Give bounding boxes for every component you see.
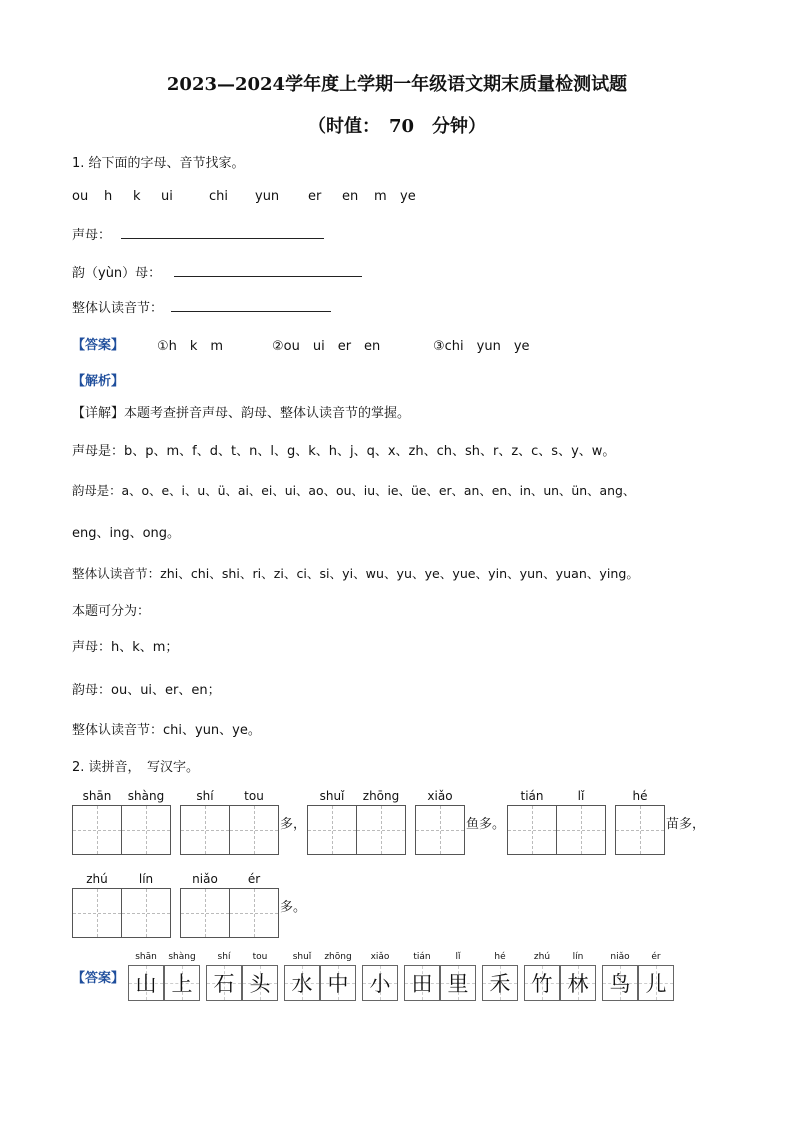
sentence-tail: 多， <box>280 817 307 832</box>
detail-line <box>72 402 410 421</box>
answer-pinyin: tián <box>413 952 431 962</box>
pinyin-label: tián <box>520 789 544 803</box>
sentence-tail: 多。 <box>280 900 307 915</box>
answer-box <box>128 965 164 1001</box>
sentence-tail: 苗多， <box>666 817 706 832</box>
answer-pinyin: tou <box>252 952 268 962</box>
pinyin-label: shí <box>196 789 214 803</box>
answer-pinyin: ér <box>651 952 661 962</box>
q1-item: ou <box>72 189 89 204</box>
answer-box <box>284 965 320 1001</box>
answer-3: ③chi yun ye <box>433 339 530 354</box>
answer-character: 中 <box>327 972 349 996</box>
answer-character: 鸟 <box>609 972 631 996</box>
pinyin-label: shuǐ <box>319 789 345 803</box>
q1-item: h <box>104 189 113 204</box>
shengmu-blank[interactable] <box>121 238 324 239</box>
yunmu-list-2: eng、ing、ong。 <box>72 526 181 541</box>
writing-box[interactable] <box>229 888 279 938</box>
answer-pinyin: hé <box>494 952 506 962</box>
q1-item: k <box>133 189 141 204</box>
zhengti-list: 整体认读音节：zhi、chi、shi、ri、zi、ci、si、yi、wu、yu、ye、yue、yin、yun、yuan、ying。 <box>72 566 639 581</box>
pinyin-label: lǐ <box>577 789 585 803</box>
label-yunmu: 韵（yùn）母： <box>72 266 162 281</box>
answer-pinyin: zhōng <box>324 952 352 962</box>
q1-item: yun <box>255 189 280 204</box>
pinyin-label: ér <box>247 872 261 886</box>
answer-character: 里 <box>447 972 469 996</box>
writing-box[interactable] <box>229 805 279 855</box>
q1-question: 1. 给下面的字母、音节找家。 <box>72 156 245 171</box>
detail-text: 本题考查拼音声母、韵母、整体认读音节的掌握。 <box>124 406 411 421</box>
writing-box[interactable] <box>615 805 665 855</box>
answer-box <box>362 965 398 1001</box>
pinyin-label: xiǎo <box>427 789 453 803</box>
writing-box[interactable] <box>556 805 606 855</box>
writing-box[interactable] <box>356 805 406 855</box>
answer-box <box>164 965 200 1001</box>
answer-character: 竹 <box>531 972 553 996</box>
answer-character: 上 <box>171 972 193 996</box>
writing-box[interactable] <box>180 888 230 938</box>
detail-tag: 【详解】 <box>72 406 125 421</box>
answer-pinyin: shàng <box>168 952 196 962</box>
answer-pinyin: lín <box>572 952 584 962</box>
answer-character: 头 <box>249 972 271 996</box>
page-subtitle: （时值： 70 分钟） <box>307 116 487 137</box>
q2-answer-tag: 【答案】 <box>72 971 125 986</box>
pinyin-label: tou <box>244 789 264 803</box>
answer-pinyin: zhú <box>533 952 551 962</box>
answer-character: 石 <box>213 972 235 996</box>
writing-box[interactable] <box>415 805 465 855</box>
writing-box[interactable] <box>180 805 230 855</box>
answer-2: ②ou ui er en <box>272 339 381 354</box>
answer-box <box>206 965 242 1001</box>
writing-box[interactable] <box>307 805 357 855</box>
pinyin-label: shàng <box>127 789 165 803</box>
yunmu-blank[interactable] <box>174 276 362 277</box>
answer-pinyin: lǐ <box>455 952 461 962</box>
answer-pinyin: shí <box>217 952 231 962</box>
result-shengmu: 声母：h、k、m； <box>72 640 179 655</box>
page-title: 2023—2024学年度上学期一年级语文期末质量检测试题 <box>166 74 628 95</box>
q2-question: 2. 读拼音， 写汉字。 <box>72 760 200 775</box>
q1-item: ui <box>161 189 173 204</box>
pinyin-label: shān <box>82 789 112 803</box>
q1-item: chi <box>209 189 228 204</box>
label-shengmu: 声母： <box>72 228 112 243</box>
zhengti-blank[interactable] <box>171 311 331 312</box>
answer-box <box>602 965 638 1001</box>
result-zhengti: 整体认读音节：chi、yun、ye。 <box>72 723 261 738</box>
answer-box <box>482 965 518 1001</box>
sentence-tail: 鱼多。 <box>466 817 506 832</box>
q1-item: er <box>308 189 322 204</box>
writing-box[interactable] <box>72 805 122 855</box>
pinyin-label: zhú <box>86 872 108 886</box>
answer-tag: 【答案】 <box>72 338 125 353</box>
analysis-tag: 【解析】 <box>72 374 125 389</box>
answer-box <box>524 965 560 1001</box>
writing-box[interactable] <box>72 888 122 938</box>
q1-item: ye <box>400 189 416 204</box>
answer-1: ①h k m <box>157 339 224 354</box>
pinyin-label: zhōng <box>362 789 400 803</box>
answer-character: 水 <box>291 972 313 996</box>
writing-box[interactable] <box>507 805 557 855</box>
answer-box <box>320 965 356 1001</box>
answer-box <box>440 965 476 1001</box>
answer-pinyin: niǎo <box>610 952 630 962</box>
yunmu-list-1: 韵母是：a、o、e、i、u、ü、ai、ei、ui、ao、ou、iu、ie、üe、er、an、en、in、un、ün、ang、 <box>72 483 636 498</box>
pinyin-label: niǎo <box>192 872 218 886</box>
result-yunmu: 韵母：ou、ui、er、en； <box>72 683 221 698</box>
answer-character: 小 <box>369 972 391 996</box>
shengmu-list: 声母是：b、p、m、f、d、t、n、l、g、k、h、j、q、x、zh、ch、sh、r、z、c、s、y、w。 <box>72 444 616 459</box>
answer-pinyin: shān <box>135 952 157 962</box>
divide-line: 本题可分为： <box>72 604 151 619</box>
q1-item: en <box>342 189 359 204</box>
answer-character: 林 <box>567 972 589 996</box>
writing-box[interactable] <box>121 888 171 938</box>
pinyin-label: hé <box>632 789 648 803</box>
answer-character: 山 <box>135 972 157 996</box>
pinyin-label: lín <box>138 872 154 886</box>
label-zhengti: 整体认读音节： <box>72 301 164 316</box>
writing-box[interactable] <box>121 805 171 855</box>
answer-pinyin: xiǎo <box>370 952 390 962</box>
answer-character: 田 <box>411 972 433 996</box>
q1-item: m <box>374 189 387 204</box>
answer-box <box>404 965 440 1001</box>
answer-box <box>638 965 674 1001</box>
answer-character: 儿 <box>645 972 667 996</box>
answer-box <box>560 965 596 1001</box>
answer-box <box>242 965 278 1001</box>
answer-pinyin: shuǐ <box>292 952 312 962</box>
answer-character: 禾 <box>489 972 511 996</box>
